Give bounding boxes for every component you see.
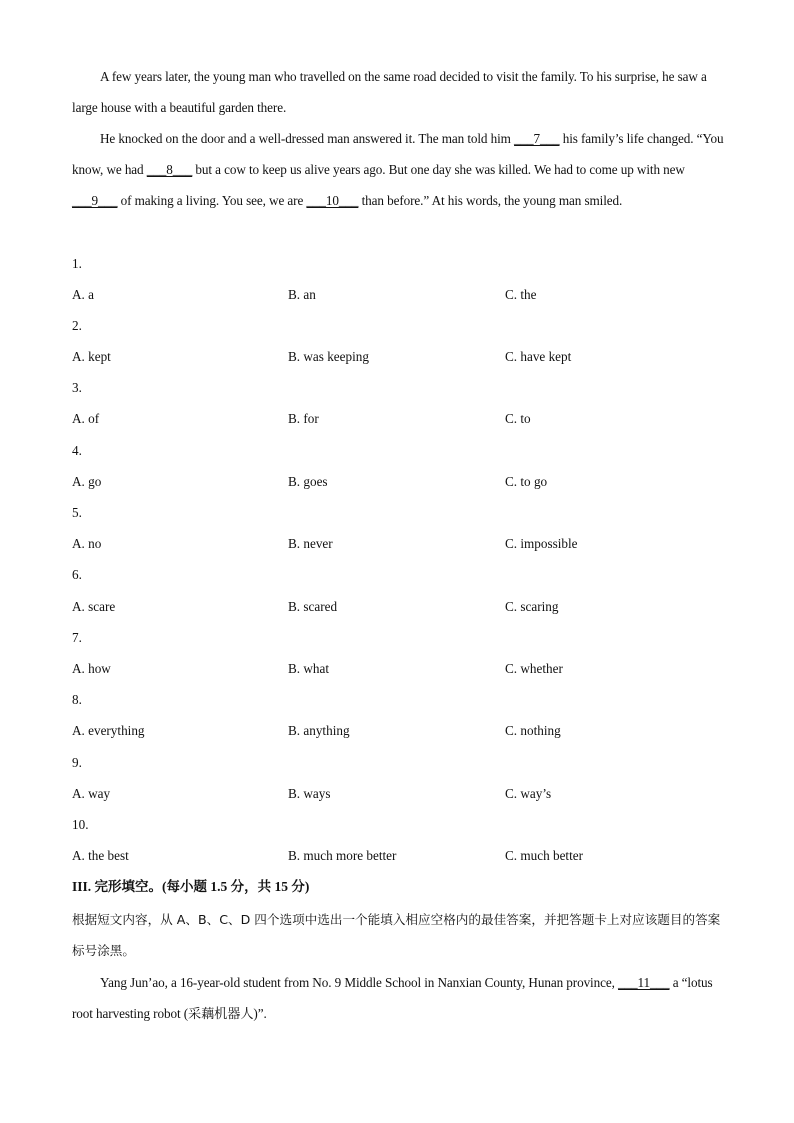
- option-c: C. the: [505, 287, 537, 302]
- passage-paragraph-1: [72, 61, 724, 123]
- blank-8: ___8___: [146, 162, 193, 177]
- option-a: A. everything: [72, 723, 145, 738]
- option-b: B. was keeping: [288, 349, 369, 364]
- option-b: B. goes: [288, 474, 328, 489]
- option-c: C. way’s: [505, 786, 552, 801]
- question-number: 1.: [72, 256, 82, 271]
- option-b: B. an: [288, 287, 316, 302]
- question-number: 9.: [72, 755, 82, 770]
- passage-text: a “lotus root harvesting robot (采藕机器人)”.: [72, 975, 713, 1021]
- option-a: A. scare: [72, 599, 116, 614]
- passage-text: Yang Jun’ao, a 16-year-old student from No. 9 Middle School in Nanxian County, Hunan province,: [100, 975, 619, 990]
- option-b: B. ways: [288, 786, 331, 801]
- blank-10: ___10___: [306, 193, 359, 208]
- option-a: A. no: [72, 536, 102, 551]
- option-c: C. nothing: [505, 723, 561, 738]
- passage-text: but a cow to keep us alive years ago. But one day she was killed. We had to come up with new: [192, 162, 685, 177]
- option-c: C. whether: [505, 661, 563, 676]
- blank-9: ___9___: [72, 193, 118, 208]
- section-title: III. 完形填空。(每小题 1.5 分，共 15 分): [72, 879, 310, 894]
- question-number: 4.: [72, 443, 82, 458]
- option-a: A. a: [72, 287, 94, 302]
- question-number: 10.: [72, 817, 89, 832]
- option-c: C. much better: [505, 848, 584, 863]
- option-b: B. for: [288, 411, 319, 426]
- question-number: 3.: [72, 380, 82, 395]
- passage-text: A few years later, the young man who travelled on the same road decided to visit the family. To his surprise, he saw a large house with a beautiful garden there.: [72, 69, 707, 115]
- question-number: 8.: [72, 692, 82, 707]
- question-number: 6.: [72, 567, 82, 582]
- section3-paragraph-1: [72, 967, 724, 1029]
- question-number: 7.: [72, 630, 82, 645]
- passage-text: of making a living. You see, we are: [117, 193, 307, 208]
- option-c: C. to go: [505, 474, 548, 489]
- question-number: 2.: [72, 318, 82, 333]
- option-b: B. anything: [288, 723, 350, 738]
- question-number: 5.: [72, 505, 82, 520]
- option-b: B. much more better: [288, 848, 397, 863]
- option-c: C. impossible: [505, 536, 578, 551]
- option-b: B. never: [288, 536, 333, 551]
- blank-11: ___11___: [618, 975, 670, 990]
- passage-text: his family’s life changed. “You know, we had: [72, 131, 724, 177]
- option-b: B. what: [288, 661, 330, 676]
- option-a: A. way: [72, 786, 111, 801]
- option-a: A. the best: [72, 848, 129, 863]
- passage-paragraph-2: [72, 123, 724, 216]
- option-c: C. have kept: [505, 349, 572, 364]
- option-c: C. scaring: [505, 599, 559, 614]
- section-instruction: 根据短文内容，从 A、B、C、D 四个选项中选出一个能填入相应空格内的最佳答案，并把答题卡上对应该题目的答案标号涂黑。: [72, 912, 721, 958]
- passage-text: than before.” At his words, the young man smiled.: [358, 193, 623, 208]
- option-a: A. go: [72, 474, 102, 489]
- option-b: B. scared: [288, 599, 338, 614]
- option-a: A. how: [72, 661, 111, 676]
- passage-text: He knocked on the door and a well-dressed man answered it. The man told him: [100, 131, 515, 146]
- option-a: A. kept: [72, 349, 111, 364]
- option-a: A. of: [72, 411, 100, 426]
- blank-7: ___7___: [514, 131, 560, 146]
- option-c: C. to: [505, 411, 531, 426]
